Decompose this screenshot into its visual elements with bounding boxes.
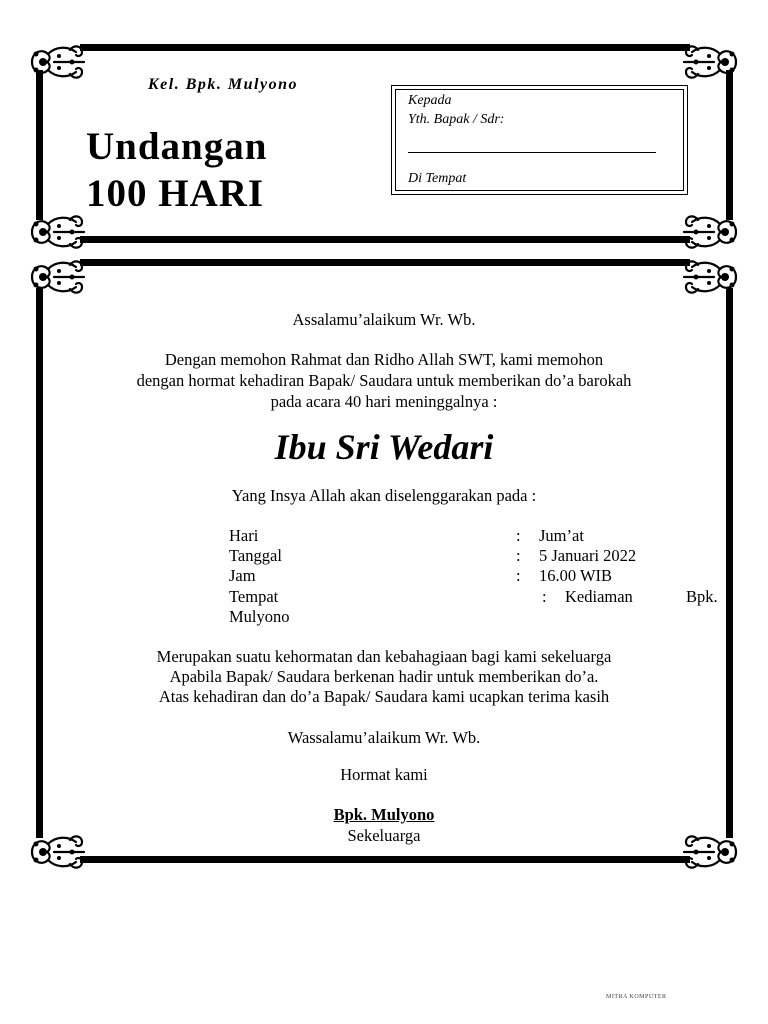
- date-label: Tanggal: [229, 546, 282, 565]
- place-value-word-2: Bpk.: [686, 587, 718, 606]
- title-line-1: Undangan: [86, 125, 268, 168]
- address-place: Di Tempat: [408, 171, 467, 186]
- ornament-icon: [680, 212, 742, 252]
- deceased-name: Ibu Sri Wedari: [274, 427, 494, 467]
- schedule-intro: Yang Insya Allah akan diselenggarakan pada :: [231, 486, 537, 505]
- time-value: 16.00 WIB: [539, 566, 613, 585]
- header-bottom-border: [80, 236, 690, 243]
- footer-credit: MITRA KOMPUTER: [606, 994, 667, 1000]
- header-top-border: [80, 44, 690, 51]
- date-value: 5 Januari 2022: [539, 546, 637, 565]
- signer-sub: Sekeluarga: [347, 826, 421, 845]
- address-recipient-label: Yth. Bapak / Sdr:: [408, 112, 505, 127]
- time-colon: :: [516, 566, 521, 585]
- intro-line-2: dengan hormat kehadiran Bapak/ Saudara untuk memberikan do’a barokah: [136, 371, 632, 390]
- family-name: Kel. Bpk. Mulyono: [148, 76, 298, 93]
- header-left-border: [36, 70, 43, 220]
- ornament-icon: [26, 257, 88, 297]
- body-top-border: [80, 259, 690, 266]
- closing-line-3: Atas kehadiran dan do’a Bapak/ Saudara kami ucapkan terima kasih: [158, 687, 610, 706]
- regards: Hormat kami: [340, 765, 428, 784]
- signer-name: Bpk. Mulyono: [333, 805, 435, 824]
- title-line-2: 100 HARI: [86, 172, 265, 215]
- place-value-word-1: Kediaman: [565, 587, 633, 606]
- day-colon: :: [516, 526, 521, 545]
- address-blank-line: [408, 152, 656, 153]
- ornament-icon: [26, 42, 88, 82]
- closing-line-1: Merupakan suatu kehormatan dan kebahagiaan bagi kami sekeluarga: [156, 647, 612, 666]
- ornament-icon: [26, 212, 88, 252]
- place-label: Tempat: [229, 587, 279, 606]
- place-colon: :: [542, 587, 547, 606]
- farewell: Wassalamu’alaikum Wr. Wb.: [287, 728, 481, 747]
- time-label: Jam: [229, 566, 256, 585]
- address-box-inner: [395, 89, 684, 191]
- closing-line-2: Apabila Bapak/ Saudara berkenan hadir untuk memberikan do’a.: [169, 667, 599, 686]
- ornament-icon: [680, 42, 742, 82]
- body-bottom-border: [80, 856, 690, 863]
- day-label: Hari: [229, 526, 259, 545]
- intro-line-1: Dengan memohon Rahmat dan Ridho Allah SWT, kami memohon: [164, 350, 604, 369]
- day-value: Jum’at: [539, 526, 584, 545]
- greeting: Assalamu’alaikum Wr. Wb.: [292, 310, 476, 329]
- address-to-label: Kepada: [408, 93, 452, 108]
- ornament-icon: [680, 257, 742, 297]
- place-value-continuation: Mulyono: [229, 607, 290, 626]
- address-box: [391, 85, 688, 195]
- date-colon: :: [516, 546, 521, 565]
- header-right-border: [726, 70, 733, 220]
- intro-line-3: pada acara 40 hari meninggalnya :: [270, 392, 498, 411]
